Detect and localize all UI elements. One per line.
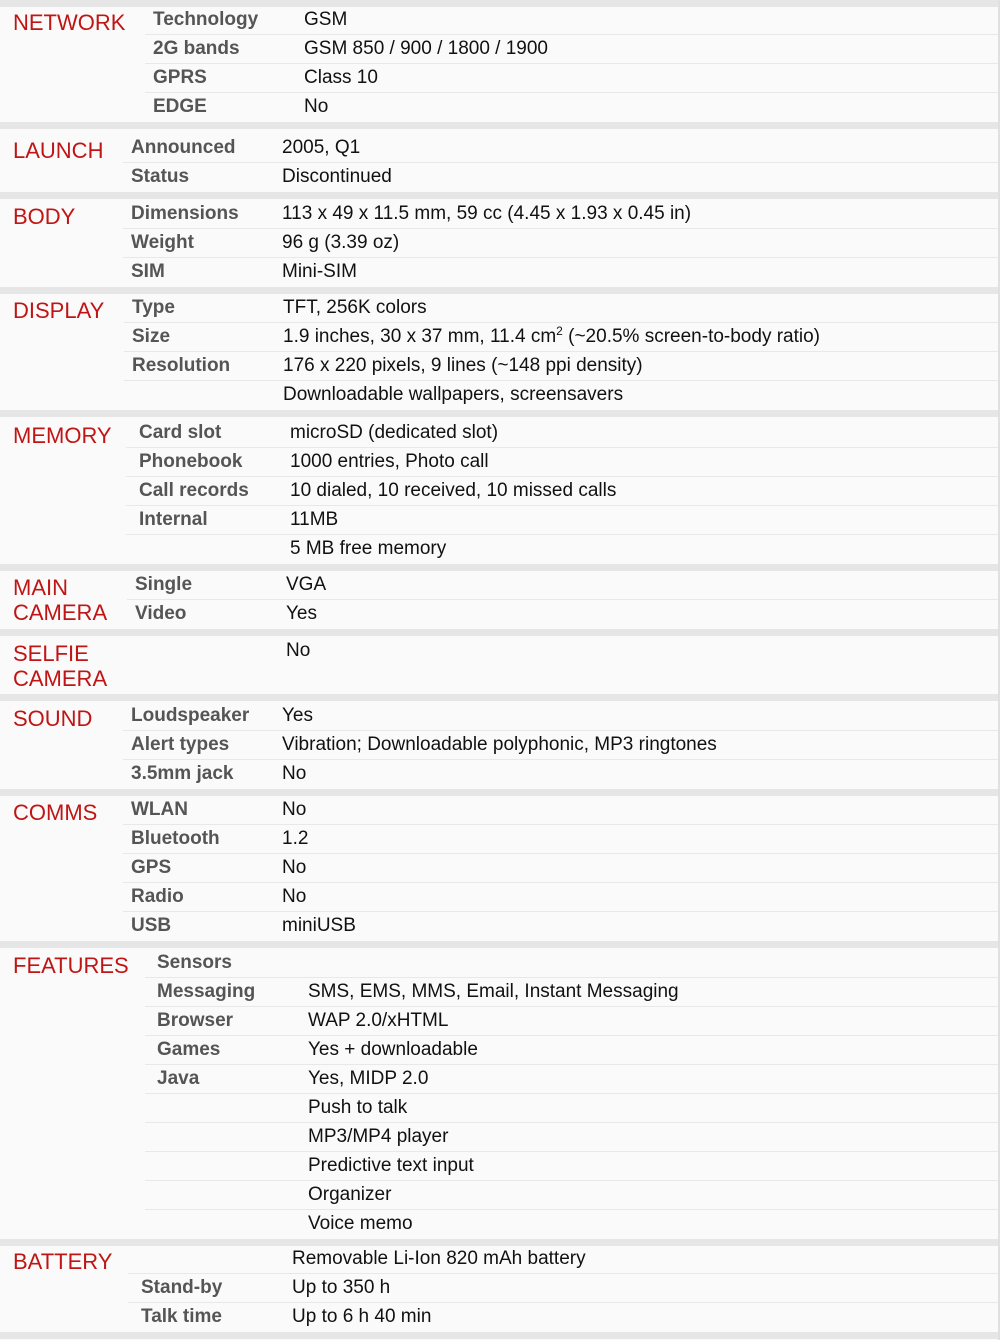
section-separator	[0, 694, 1000, 701]
spec-value: Yes	[286, 603, 317, 624]
spec-value: microSD (dedicated slot)	[290, 422, 499, 443]
spec-row	[0, 64, 1000, 93]
spec-value: Predictive text input	[308, 1155, 474, 1176]
spec-value: Voice memo	[308, 1213, 413, 1234]
spec-row	[0, 1210, 1000, 1239]
section-title: MEMORY	[13, 423, 112, 448]
section-title: SOUND	[13, 706, 93, 731]
spec-value: TFT, 256K colors	[283, 297, 427, 318]
spec-label: GPRS	[153, 67, 207, 88]
spec-value: 2005, Q1	[282, 137, 361, 158]
spec-value: No	[282, 886, 307, 907]
section-title: LAUNCH	[13, 138, 104, 163]
section-comms	[0, 796, 1000, 941]
spec-value: 1.2	[282, 828, 309, 849]
spec-label: Single	[135, 574, 193, 595]
spec-label: Dimensions	[131, 203, 239, 224]
spec-row	[0, 912, 1000, 941]
spec-value: MP3/MP4 player	[308, 1126, 449, 1147]
spec-value: No	[282, 799, 307, 820]
section-separator	[0, 287, 1000, 294]
spec-value: Up to 350 h	[292, 1277, 391, 1298]
spec-row	[0, 200, 1000, 229]
section-title: DISPLAY	[13, 298, 105, 323]
section-features	[0, 949, 1000, 1239]
spec-label: Games	[157, 1039, 221, 1060]
spec-row	[0, 600, 1000, 629]
spec-label: Technology	[153, 9, 259, 30]
spec-row	[0, 1274, 1000, 1303]
section-separator	[0, 564, 1000, 571]
spec-label: WLAN	[131, 799, 188, 820]
spec-label: Browser	[157, 1010, 234, 1031]
spec-row	[0, 163, 1000, 192]
spec-label: Java	[157, 1068, 200, 1089]
spec-value: 176 x 220 pixels, 9 lines (~148 ppi density)	[283, 355, 643, 376]
spec-value: No	[282, 857, 307, 878]
spec-label: Status	[131, 166, 190, 187]
section-launch	[0, 134, 1000, 192]
spec-row	[0, 1303, 1000, 1332]
spec-row	[0, 760, 1000, 789]
spec-label: 2G bands	[153, 38, 240, 59]
spec-label: GPS	[131, 857, 172, 878]
section-title: BODY	[13, 204, 76, 229]
section-separator	[0, 1239, 1000, 1246]
spec-row	[0, 35, 1000, 64]
spec-row	[0, 258, 1000, 287]
section-separator	[0, 122, 1000, 129]
spec-value: Vibration; Downloadable polyphonic, MP3 ringtones	[282, 734, 717, 755]
spec-label: Video	[135, 603, 187, 624]
spec-row	[0, 477, 1000, 506]
section-main-camera	[0, 571, 1000, 629]
spec-label: Phonebook	[139, 451, 243, 472]
section-title: NETWORK	[13, 10, 126, 35]
section-title: BATTERY	[13, 1249, 113, 1274]
spec-row	[0, 93, 1000, 122]
spec-value: Mini-SIM	[282, 261, 357, 282]
section-separator	[0, 192, 1000, 199]
spec-value: Class 10	[304, 67, 378, 88]
spec-row	[0, 1245, 1000, 1274]
spec-row	[0, 731, 1000, 760]
spec-value: Yes + downloadable	[308, 1039, 478, 1060]
spec-value: Up to 6 h 40 min	[292, 1306, 432, 1327]
spec-value: 11MB	[290, 509, 339, 530]
superscript: 2	[556, 324, 563, 338]
spec-row	[0, 702, 1000, 731]
section-separator	[0, 1332, 1000, 1339]
spec-value: Yes	[282, 705, 313, 726]
spec-value: Push to talk	[308, 1097, 408, 1118]
spec-label: Card slot	[139, 422, 222, 443]
spec-value: 96 g (3.39 oz)	[282, 232, 400, 253]
spec-row	[0, 571, 1000, 600]
spec-row	[0, 978, 1000, 1007]
section-battery	[0, 1245, 1000, 1332]
section-separator	[0, 941, 1000, 948]
spec-row	[0, 535, 1000, 564]
spec-value: No	[304, 96, 329, 117]
spec-label: Call records	[139, 480, 249, 501]
spec-row	[0, 1123, 1000, 1152]
spec-value: GSM	[304, 9, 348, 30]
spec-label: Alert types	[131, 734, 230, 755]
spec-row	[0, 229, 1000, 258]
spec-row	[0, 506, 1000, 535]
spec-value: VGA	[286, 574, 327, 595]
spec-row	[0, 883, 1000, 912]
spec-value: 10 dialed, 10 received, 10 missed calls	[290, 480, 617, 501]
spec-value: SMS, EMS, MMS, Email, Instant Messaging	[308, 981, 679, 1002]
spec-label: 3.5mm jack	[131, 763, 234, 784]
spec-label: EDGE	[153, 96, 207, 117]
section-memory	[0, 419, 1000, 564]
section-selfie-camera	[0, 637, 1000, 694]
spec-value: 113 x 49 x 11.5 mm, 59 cc (4.45 x 1.93 x 0.45 in)	[282, 203, 692, 224]
spec-value: Organizer	[308, 1184, 392, 1205]
spec-row	[0, 637, 1000, 666]
spec-label: Resolution	[132, 355, 231, 376]
spec-row	[0, 854, 1000, 883]
spec-row	[0, 448, 1000, 477]
spec-value: No	[282, 763, 307, 784]
spec-label: Sensors	[157, 952, 232, 973]
spec-label: USB	[131, 915, 172, 936]
section-title: COMMS	[13, 800, 98, 825]
spec-value: Yes, MIDP 2.0	[308, 1068, 429, 1089]
section-title: SELFIE CAMERA	[13, 641, 108, 691]
spec-row	[0, 134, 1000, 163]
spec-value-tail: (~20.5% screen-to-body ratio)	[562, 326, 821, 347]
spec-row	[0, 1065, 1000, 1094]
spec-value: Downloadable wallpapers, screensavers	[283, 384, 624, 405]
spec-value: miniUSB	[282, 915, 356, 936]
spec-row	[0, 381, 1000, 410]
spec-row	[0, 419, 1000, 448]
section-separator	[0, 789, 1000, 796]
spec-row	[0, 1152, 1000, 1181]
spec-label: Stand-by	[141, 1277, 223, 1298]
section-separator	[0, 410, 1000, 417]
spec-value: WAP 2.0/xHTML	[308, 1010, 449, 1031]
spec-value: Removable Li-Ion 820 mAh battery	[292, 1248, 586, 1269]
spec-row	[0, 825, 1000, 854]
spec-row	[0, 294, 1000, 323]
spec-label: Messaging	[157, 981, 256, 1002]
spec-label: Bluetooth	[131, 828, 220, 849]
spec-label: Type	[132, 297, 175, 318]
spec-value: Discontinued	[282, 166, 392, 187]
section-sound	[0, 702, 1000, 789]
section-display	[0, 294, 1000, 410]
section-body	[0, 200, 1000, 287]
spec-row	[0, 1181, 1000, 1210]
spec-row	[0, 1007, 1000, 1036]
section-title: MAIN CAMERA	[13, 575, 108, 625]
spec-label: Weight	[131, 232, 194, 253]
section-separator	[0, 0, 1000, 7]
spec-label: Announced	[131, 137, 236, 158]
spec-row	[0, 1036, 1000, 1065]
section-separator	[0, 629, 1000, 636]
spec-row	[0, 796, 1000, 825]
spec-value-text: 1.9 inches, 30 x 37 mm, 11.4 cm	[283, 326, 557, 347]
spec-row	[0, 1094, 1000, 1123]
spec-row	[0, 352, 1000, 381]
section-network	[0, 6, 1000, 122]
spec-label: Loudspeaker	[131, 705, 250, 726]
spec-value: 5 MB free memory	[290, 538, 447, 559]
spec-label: Internal	[139, 509, 208, 530]
spec-row	[0, 949, 1000, 978]
spec-value: GSM 850 / 900 / 1800 / 1900	[304, 38, 549, 59]
spec-value: 1000 entries, Photo call	[290, 451, 489, 472]
spec-label: Talk time	[141, 1306, 222, 1327]
spec-label: SIM	[131, 261, 165, 282]
spec-label: Size	[132, 326, 171, 347]
spec-row	[0, 6, 1000, 35]
section-title: FEATURES	[13, 953, 129, 978]
spec-value	[283, 323, 820, 351]
spec-row	[0, 323, 1000, 352]
spec-value: No	[286, 640, 311, 661]
spec-label: Radio	[131, 886, 184, 907]
